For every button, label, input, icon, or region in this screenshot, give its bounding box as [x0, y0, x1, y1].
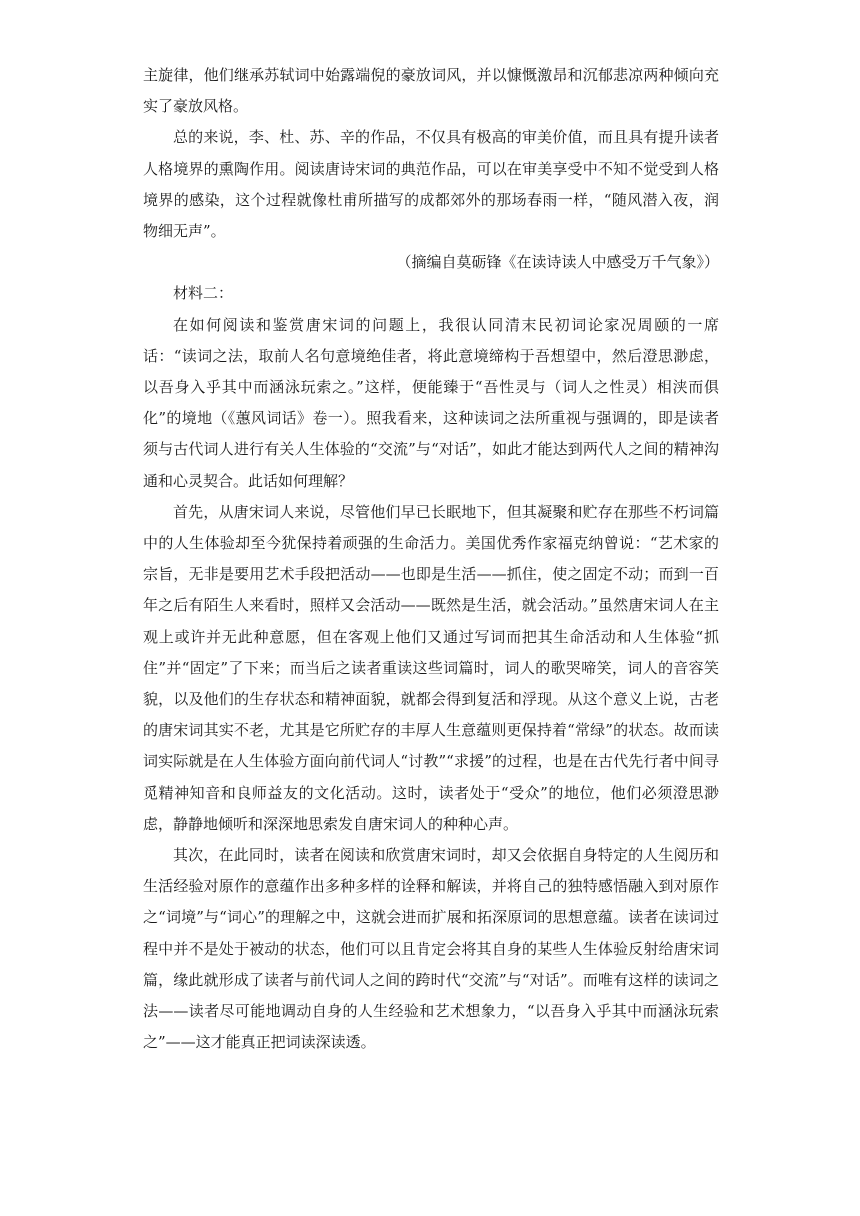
document-page [143, 60, 719, 1059]
paragraph-first-point: 首先，从唐宋词人来说，尽管他们早已长眠地下，但其凝聚和贮存在那些不朽词篇中的人生体验却至今犹保持着顽强的生命活力。美国优秀作家福克纳曾说：“艺术家的宗旨，无非是要用艺术手段把活动——也即是生活——抓住，使之固定不动；而到一百年之后有陌生人来看时，照样又会活动——既然是生活，就会活动。”虽然唐宋词人在主观上或许并无此种意愿，但在客观上他们又通过写词而把其生命活动和人生体验“抓住”并“固定”了下来；而当后之读者重读这些词篇时，词人的歌哭啼笑，词人的音容笑貌，以及他们的生存状态和精神面貌，就都会得到复活和浮现。从这个意义上说，古老的唐宋词其实不老，尤其是它所贮存的丰厚人生意蕴则更保持着“常绿”的状态。故而读词实际就是在人生体验方面向前代词人“讨教”“求援”的过程，也是在古代先行者中间寻觅精神知音和良师益友的文化活动。这时，读者处于“受众”的地位，他们必须澄思渺虑，静静地倾听和深深地思索发自唐宋词人的种种心声。 [143, 502, 719, 833]
paragraph-reading-method: 在如何阅读和鉴赏唐宋词的问题上，我很认同清末民初词论家况周颐的一席话：“读词之法，取前人名句意境绝佳者，将此意境缔构于吾想望中，然后澄思渺虑，以吾身入乎其中而涵泳玩索之。”这样，便能臻于“吾性灵与（词人之性灵）相浃而俱化”的境地（《蕙风词话》卷一）。照我看来，这种读词之法所重视与强调的，即是读者须与古代词人进行有关人生体验的“交流”与“对话”，如此才能达到两代人之间的精神沟通和心灵契合。此话如何理解？ [143, 315, 719, 490]
source-citation: （摘编自莫砺锋《在读诗读人中感受万千气象》） [396, 253, 719, 272]
paragraph-continuation: 主旋律，他们继承苏轼词中始露端倪的豪放词风，并以慷慨激昂和沉郁悲凉两种倾向充实了豪放风格。 [143, 66, 719, 116]
paragraph-second-point: 其次，在此同时，读者在阅读和欣赏唐宋词时，却又会依据自身特定的人生阅历和生活经验对原作的意蕴作出多种多样的诠释和解读，并将自己的独特感悟融入到对原作之“词境”与“词心”的理解之中，这就会进而扩展和拓深原词的思想意蕴。读者在读词过程中并不是处于被动的状态，他们可以且肯定会将其自身的某些人生体验反射给唐宋词篇，缘此就形成了读者与前代词人之间的跨时代“交流”与“对话”。而唯有这样的读词之法——读者尽可能地调动自身的人生经验和艺术想象力，“以吾身入乎其中而涵泳玩索之”——这才能真正把词读深读透。 [143, 846, 719, 1052]
paragraph-summary: 总的来说，李、杜、苏、辛的作品，不仅具有极高的审美价值，而且具有提升读者人格境界的熏陶作用。阅读唐诗宋词的典范作品，可以在审美享受中不知不觉受到人格境界的感染，这个过程就像杜甫所描写的成都郊外的那场春雨一样，“随风潜入夜，润物细无声”。 [143, 128, 719, 241]
material-two-heading: 材料二： [173, 284, 234, 303]
